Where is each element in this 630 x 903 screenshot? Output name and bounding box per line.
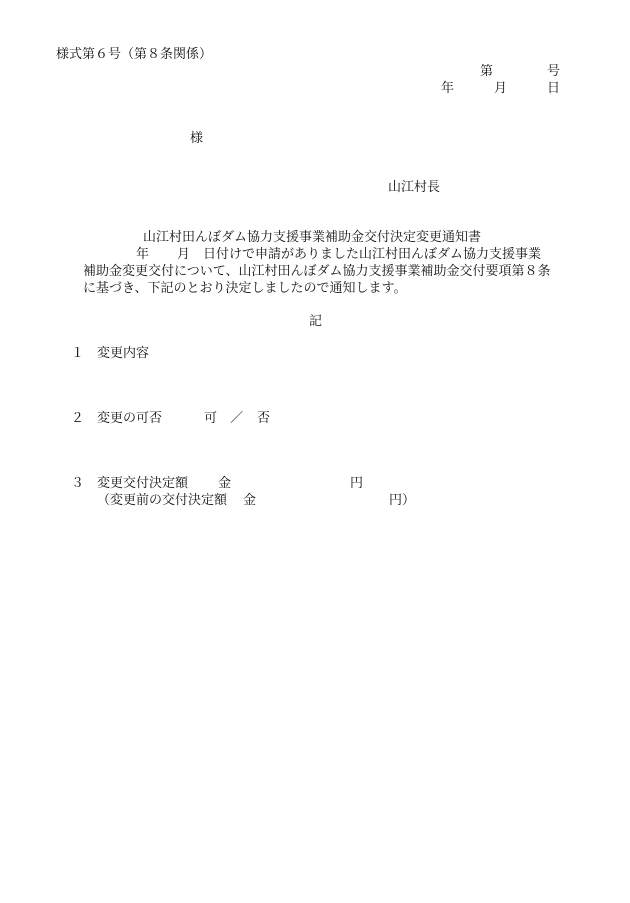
ki-marker: 記: [309, 314, 323, 329]
item-3-yen: 円: [350, 476, 364, 491]
issuer-name: 山江村長: [388, 180, 441, 195]
body-line-2: 補助金変更交付について、山江村田んぼダム協力支援事業補助金交付要項第８条: [83, 264, 551, 279]
document-title: 山江村田んぼダム協力支援事業補助金交付決定変更通知書: [143, 230, 482, 245]
form-label: 様式第６号（第８条関係）: [56, 47, 213, 62]
body-date-year: 年: [136, 247, 150, 262]
item-3-previous-yen: 円）: [389, 493, 416, 508]
addressee-honorific: 様: [190, 131, 204, 146]
date-day: 日: [547, 81, 561, 96]
item-1-label: 変更内容: [97, 346, 150, 361]
date-year: 年: [441, 81, 455, 96]
item-2-option-no: 否: [257, 411, 271, 426]
item-3-label: 変更交付決定額: [97, 476, 189, 491]
body-date-month: 月: [177, 247, 191, 262]
document-number-prefix: 第: [480, 64, 494, 79]
body-line-3: に基づき、下記のとおり決定しましたので通知します。: [83, 281, 407, 296]
item-3-number: ３: [71, 476, 85, 491]
item-3-previous-kin: 金: [243, 493, 257, 508]
item-1-number: １: [71, 346, 85, 361]
item-2-number: ２: [71, 411, 85, 426]
item-3-previous-label: （変更前の交付決定額: [97, 493, 228, 508]
item-3-kin: 金: [218, 476, 232, 491]
body-line-1: 日付けで申請がありました山江村田んぼダム協力支援事業: [203, 247, 542, 262]
item-2-option-yes: 可: [204, 411, 218, 426]
date-month: 月: [494, 81, 508, 96]
document-number-suffix: 号: [547, 64, 561, 79]
item-2-label: 変更の可否: [97, 411, 163, 426]
item-2-slash: ／: [230, 411, 244, 426]
